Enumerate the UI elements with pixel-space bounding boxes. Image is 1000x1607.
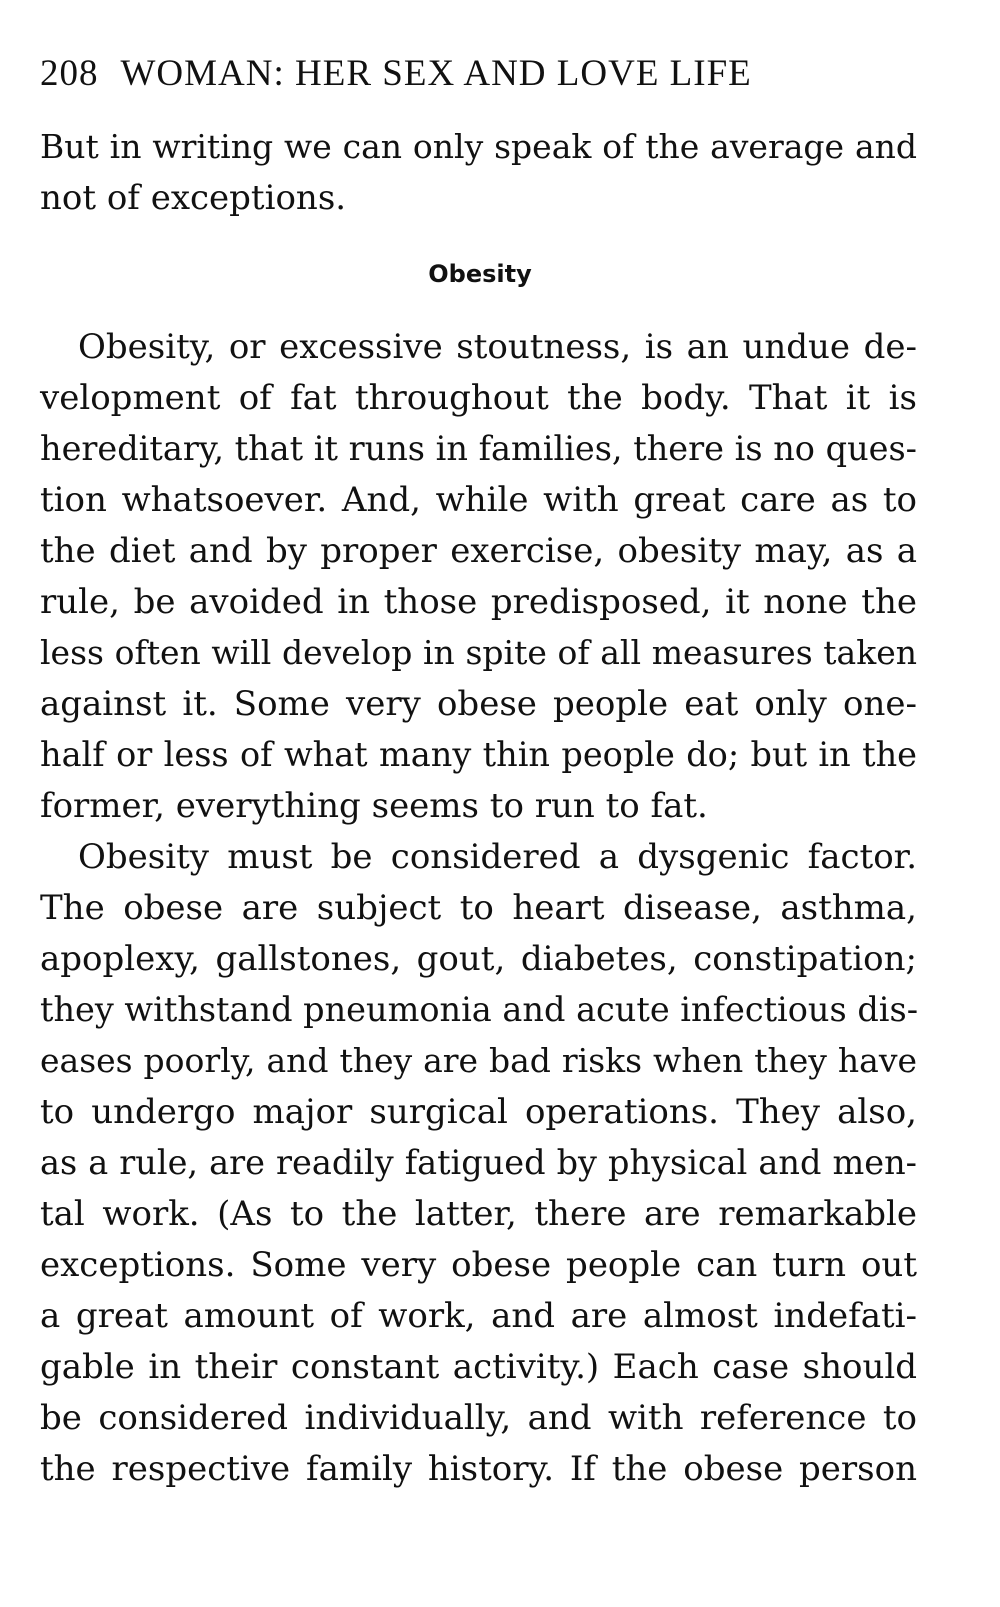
text-line: apoplexy, gallstones, gout, diabetes, constipation; — [40, 939, 917, 979]
book-title: WOMAN: HER SEX AND LOVE LIFE — [120, 53, 752, 94]
text-line: eases poorly, and they are bad risks when they have — [40, 1041, 917, 1080]
text-line: But in writing we can only speak of the average and — [40, 127, 917, 166]
text-line: the diet and by proper exercise, obesity may, as a — [40, 531, 917, 571]
section-heading: Obesity — [428, 260, 532, 288]
text-line: a great amount of work, and are almost indefati- — [40, 1296, 917, 1336]
text-line: gable in their constant activity.) Each case should — [40, 1347, 917, 1387]
page-number: 208 — [40, 53, 99, 94]
text-line: the respective family history. If the obese person — [40, 1449, 917, 1489]
text-line: former, everything seems to run to fat. — [40, 786, 708, 826]
text-line: not of exceptions. — [40, 178, 347, 218]
text-line: tion whatsoever. And, while with great care as to — [40, 480, 917, 520]
text-line: tal work. (As to the latter, there are remarkable — [40, 1194, 917, 1234]
text-line: exceptions. Some very obese people can turn out — [40, 1245, 917, 1285]
text-line: The obese are subject to heart disease, asthma, — [40, 888, 917, 928]
text-line: hereditary, that it runs in families, there is no ques- — [40, 429, 917, 468]
text-line: rule, be avoided in those predisposed, it none the — [40, 582, 917, 622]
paragraph-first-line: Obesity must be considered a dysgenic factor. — [78, 837, 917, 877]
text-line: less often will develop in spite of all measures taken — [40, 633, 917, 672]
paragraph-first-line: Obesity, or excessive stoutness, is an undue de- — [78, 327, 917, 367]
text-line: they withstand pneumonia and acute infectious dis- — [40, 990, 919, 1029]
text-line: be considered individually, and with reference to — [40, 1398, 917, 1438]
text-line: half or less of what many thin people do; but in the — [40, 735, 917, 774]
text-line: against it. Some very obese people eat only one- — [40, 684, 917, 724]
text-line: to undergo major surgical operations. They also, — [40, 1092, 917, 1132]
text-line: as a rule, are readily fatigued by physical and men- — [40, 1143, 917, 1182]
text-line: velopment of fat throughout the body. That it is — [40, 378, 917, 418]
running-head — [40, 50, 920, 98]
